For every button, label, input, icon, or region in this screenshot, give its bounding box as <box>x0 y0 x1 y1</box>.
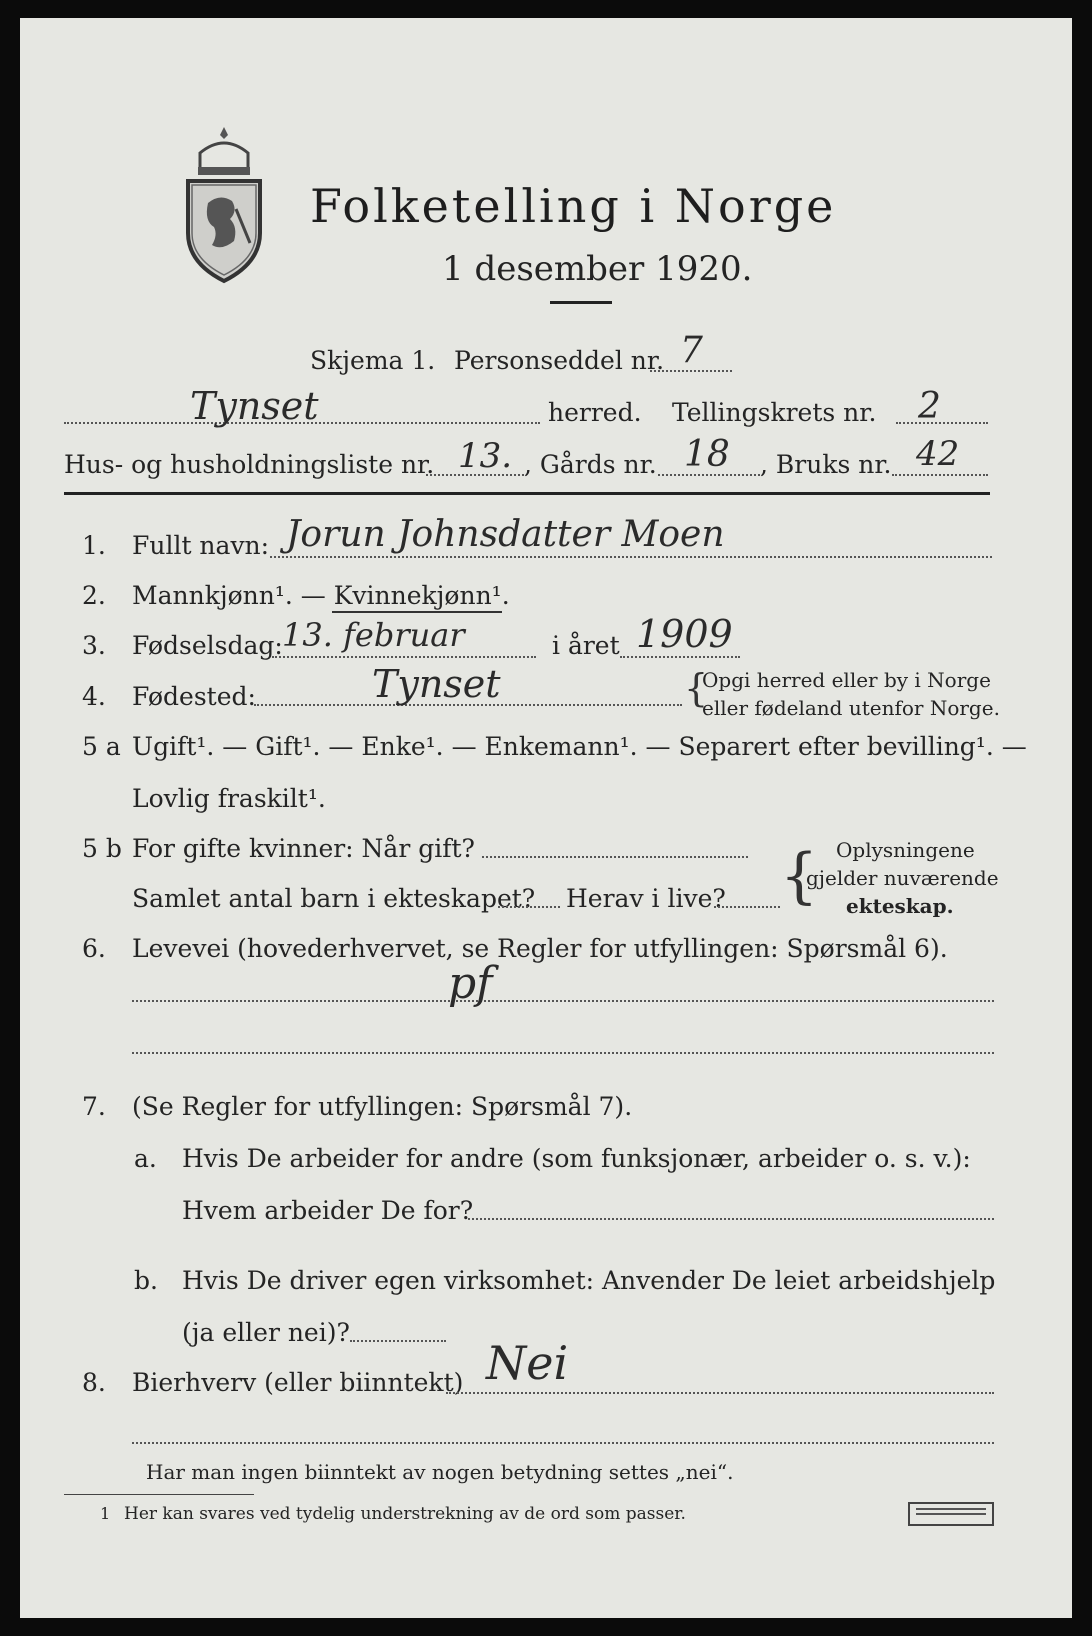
side-income-note: Har man ingen biinntekt av nogen betydning settes „nei“. <box>146 1460 734 1484</box>
form-title: Folketelling i Norge <box>310 179 837 233</box>
q7a-number: a. <box>134 1144 157 1173</box>
gender-options: Mannkjønn¹. — Kvinnekjønn¹. <box>132 581 510 610</box>
occupation-label: Levevei (hovederhvervet, se Regler for utfyllingen: Spørsmål 6). <box>132 934 948 963</box>
birthplace-note-2: eller fødeland utenfor Norge. <box>702 696 1000 720</box>
birthplace-value: Tynset <box>372 662 501 706</box>
q2-number: 2. <box>82 581 106 610</box>
footnote-mark: 1 <box>100 1504 111 1523</box>
bruks-value: 42 <box>916 434 960 474</box>
personseddel-value: 7 <box>680 330 703 371</box>
q8-number: 8. <box>82 1368 106 1397</box>
tellingskrets-label: Tellingskrets nr. <box>672 398 877 427</box>
q7-label: (Se Regler for utfyllingen: Spørsmål 7). <box>132 1092 633 1121</box>
tellingskrets-value: 2 <box>918 386 941 427</box>
q5b-number: 5 b <box>82 834 122 863</box>
q4-label: Fødested: <box>132 682 256 711</box>
children-alive-label: Herav i live? <box>566 884 726 913</box>
married-when-label: For gifte kvinner: Når gift? <box>132 834 475 863</box>
q7a-label: Hvis De arbeider for andre (som funksjonær, arbeider o. s. v.): <box>182 1144 971 1173</box>
header-rule <box>64 492 990 495</box>
herred-value: Tynset <box>190 384 319 428</box>
q7a-employer-label: Hvem arbeider De for? <box>182 1196 474 1225</box>
q4-number: 4. <box>82 682 106 711</box>
q3-number: 3. <box>82 631 106 660</box>
kvinnekjonn-underline <box>332 611 502 613</box>
q1-label: Fullt navn: <box>132 531 270 560</box>
birthdate-value: 13. februar <box>282 616 465 654</box>
coat-of-arms-icon <box>178 123 270 285</box>
q7b-label: Hvis De driver egen virksomhet: Anvender De leiet arbeidshjelp <box>182 1266 996 1295</box>
q7b-number: b. <box>134 1266 158 1295</box>
husholdningsliste-value: 13. <box>458 436 513 476</box>
bruks-label: , Bruks nr. <box>760 450 892 479</box>
marriage-note-1: Oplysningene <box>836 838 975 862</box>
birthplace-note-1: Opgi herred eller by i Norge <box>702 668 991 692</box>
title-divider <box>550 301 612 304</box>
q5a-number: 5 a <box>82 732 121 761</box>
marital-options: Ugift¹. — Gift¹. — Enke¹. — Enkemann¹. — Separert efter bevilling¹. — <box>132 732 1027 761</box>
marital-options-2: Lovlig fraskilt¹. <box>132 784 326 813</box>
q7b-yes-no-label: (ja eller nei)? <box>182 1318 350 1347</box>
occupation-value: pf <box>448 958 493 1009</box>
side-income-label: Bierhverv (eller biinntekt) <box>132 1368 464 1397</box>
personseddel-label: Personseddel nr. <box>454 346 665 375</box>
year-label: i året <box>552 631 620 660</box>
marriage-note-3: ekteskap. <box>846 894 954 918</box>
gards-label: , Gårds nr. <box>524 450 657 479</box>
husholdningsliste-label: Hus- og husholdningsliste nr. <box>64 450 435 479</box>
herred-label: herred. <box>548 398 642 427</box>
children-total-label: Samlet antal barn i ekteskapet? <box>132 884 536 913</box>
form-date: 1 desember 1920. <box>442 249 753 289</box>
census-form: Folketelling i Norge 1 desember 1920. Skjema 1. Personseddel nr. 7 Tynset herred. Tellingskrets nr. 2 Hus- og husholdningsliste nr. 13. , Gårds nr. 18 , Bruks nr. 42 1. Fullt navn: Jorun Johnsdatter Moen 2. Mannkjønn¹. — Kvinnekjønn¹. 3. Fødselsdag: 13. februar i året 1909 4. Fødested: Tynset { Opgi herred eller by i Norge eller fødeland utenfor Norge. 5 a Ugift¹. — Gift¹. — Enke¹. — Enkemann¹. — Separert efter bevilling¹. — Lovlig fraskilt¹. 5 b For gifte kvinner: Når gift? Samlet antal barn i ekteskapet? Herav i live? { Oplysningene gjelder nuværende ekteskap. 6. Levevei (hovederhvervet, se Regler for utfyllingen: Spørsmål 6). pf 7. (Se Regler for utfyllingen: Spørsmål 7). a. Hvis De arbeider for andre (som funksjonær, arbeider o. s. v.): Hvem arbeider De for? b. Hvis De driver egen virksomhet: Anvender De leiet arbeidshjelp (ja eller nei)? 8. Bierhverv (eller biinntekt) Nei Har man ingen biinntekt av nogen betydning settes „nei“. 1 Her kan svares ved tydelig understrekning av de ord som passer. <box>20 18 1072 1618</box>
marriage-note-2: gjelder nuværende <box>806 866 999 890</box>
q6-number: 6. <box>82 934 106 963</box>
printer-stamp <box>908 1502 994 1526</box>
side-income-value: Nei <box>486 1336 569 1390</box>
q7-number: 7. <box>82 1092 106 1121</box>
full-name-value: Jorun Johnsdatter Moen <box>286 514 725 555</box>
footnote-text: Her kan svares ved tydelig understrekning av de ord som passer. <box>124 1504 686 1524</box>
q1-number: 1. <box>82 531 106 560</box>
q3-label: Fødselsdag: <box>132 631 283 660</box>
skjema-label: Skjema 1. <box>310 346 436 375</box>
gards-value: 18 <box>684 434 730 475</box>
birth-year-value: 1909 <box>636 612 733 656</box>
